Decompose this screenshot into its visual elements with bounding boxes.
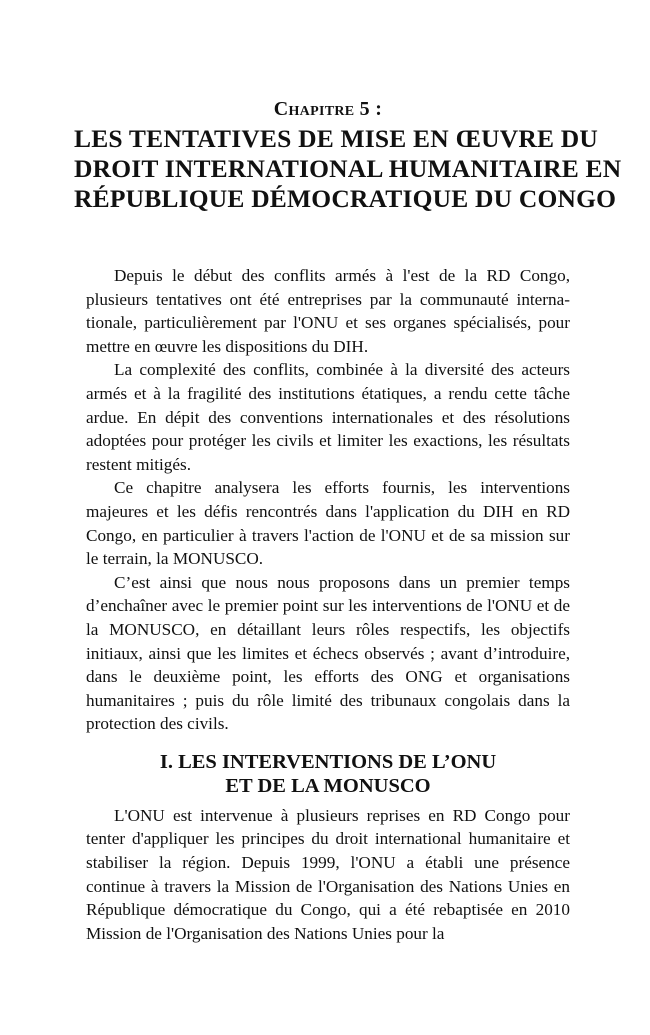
section-heading-line: I. LES INTERVENTIONS DE L’ONU	[159, 750, 497, 773]
paragraph: C’est ainsi que nous nous proposons dans un premier temps d’enchaîner avec le premier point sur les interventions de l'ONU et de la MONUSCO, en détaillant leurs rôles respectifs, les objectifs initiaux, ainsi que les limites et échecs observés ; avant d’introduire, dans le deuxième point, les efforts des ONG et organisations humanitaires ; puis du rôle limité des tribunaux congolais dans la protection des civils.	[86, 572, 570, 734]
chapter-title-line: LES TENTATIVES DE MISE EN ŒUVRE DU	[74, 124, 599, 153]
paragraph: L'ONU est intervenue à plusieurs reprises en RD Congo pour tenter d'appliquer les principes du droit international humanitaire et stabiliser la région. Depuis 1999, l'ONU a établi une présence continue à travers la Mission de l'Organisation des Nations Unies en République démocratique du Congo, qui a été rebaptisée en 2010 Mission de l'Organisation des Nations Unies pour la	[86, 805, 570, 943]
chapter-body	[86, 264, 570, 945]
section-heading	[86, 750, 570, 798]
chapter-title-line: RÉPUBLIQUE DÉMOCRATIQUE DU CONGO	[74, 184, 617, 213]
chapter-label: Chapitre 5 :	[273, 98, 383, 120]
chapter-title-line: DROIT INTERNATIONAL HUMANITAIRE EN	[74, 154, 622, 183]
paragraph: La complexité des conflits, combinée à la diversité des acteurs armés et à la fragilité des institutions étatiques, a rendu cette tâche ardue. En dépit des conventions internationales et des résolutions adoptées pour protéger les civils et limiter les exactions, les résultats restent mitigés.	[86, 360, 570, 474]
section-heading-line: ET DE LA MONUSCO	[225, 774, 431, 797]
paragraph: Ce chapitre analysera les efforts fournis, les interventions majeures et les défis rencontrés dans l'application du DIH en RD Congo, en particulier à travers l'action de l'ONU et de sa mission sur le terrain, la MONUSCO.	[86, 478, 570, 569]
paragraph: Depuis le début des conflits armés à l'est de la RD Congo, plusieurs tentatives ont été entreprises par la communauté internationale, particulièrement par l'ONU et ses organes spécialisés, pour mettre en œuvre les dispositions du DIH.	[86, 266, 570, 356]
chapter-title	[74, 124, 622, 214]
document-page	[74, 96, 622, 945]
